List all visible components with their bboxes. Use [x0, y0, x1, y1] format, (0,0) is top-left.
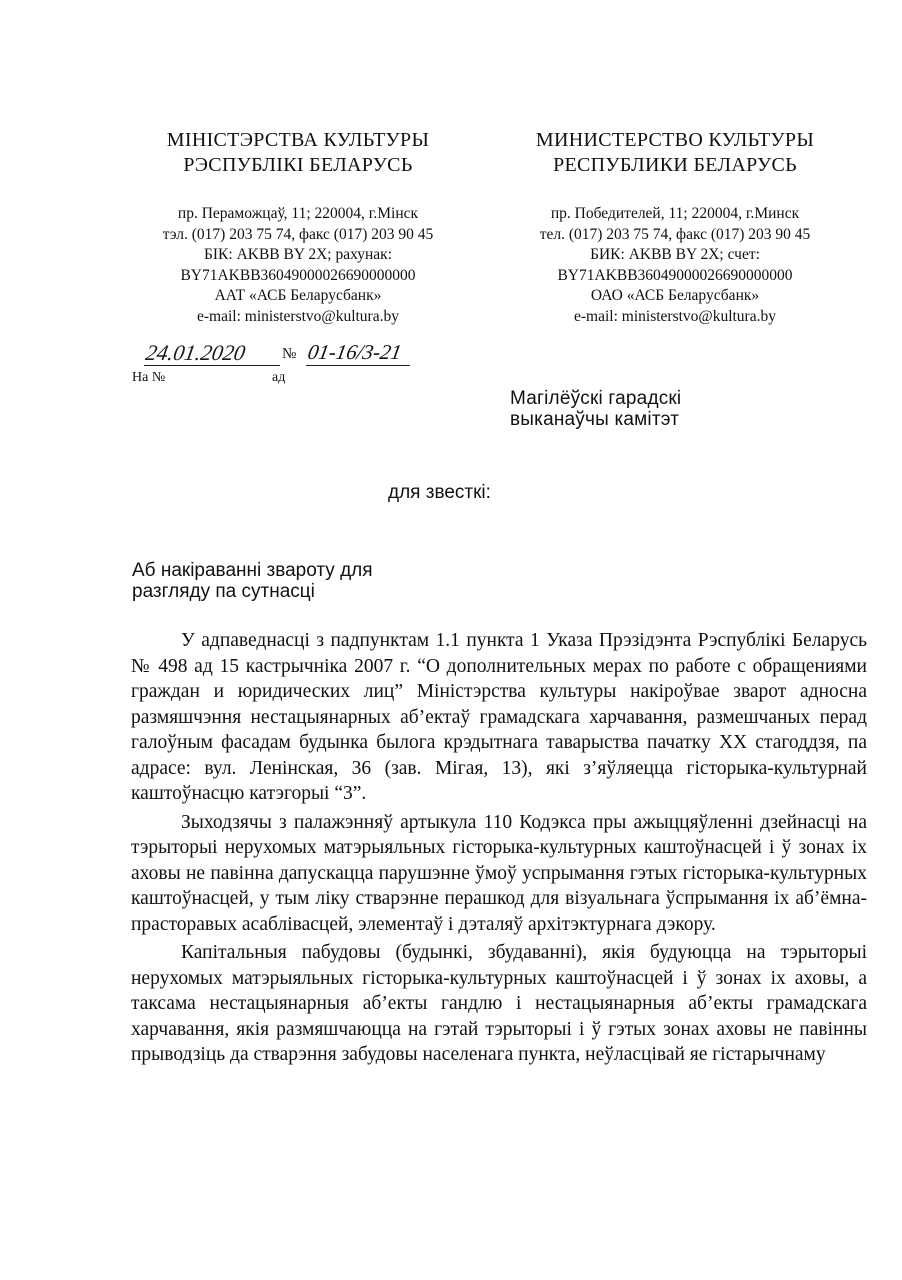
account-ru: BY71AKBB36049000026690000000 — [557, 266, 793, 284]
handwritten-reg-number: 01-16/3-21 — [305, 340, 404, 364]
letterhead-belarusian — [118, 128, 478, 327]
handwritten-date: 24.01.2020 — [143, 340, 248, 365]
bik-ru: БИК: AKBB BY 2X; счет: — [590, 246, 760, 263]
letterhead-russian — [500, 128, 850, 327]
bank-be: ААТ «АСБ Беларусбанк» — [214, 287, 382, 304]
email-ru: e-mail: ministerstvo@kultura.by — [574, 307, 776, 325]
ministry-details-ru — [500, 204, 850, 327]
for-info-label: для звесткі: — [388, 482, 491, 503]
address-be: пр. Пераможцаў, 11; 220004, г.Мінск — [177, 205, 419, 222]
bank-ru: ОАО «АСБ Беларусбанк» — [590, 287, 760, 304]
registration-line — [132, 340, 412, 385]
ministry-details-be — [118, 204, 478, 327]
letter-body — [131, 628, 867, 1071]
ministry-title-be: МІНІСТЭРСТВА КУЛЬТУРЫ РЭСПУБЛІКІ БЕЛАРУСЬ — [166, 129, 430, 176]
number-label: № — [282, 346, 297, 362]
body-paragraph: Капітальныя пабудовы (будынкі, збудаванні), якія будуюцца на тэрыторыі нерухомых матэрыяльных гісторыка-культурных каштоўнасцей і ў зонах іх аховы, а таксама нестацыянарныя аб’екты гандлю і нестацыянарныя аб’екты грамадскага харчавання, якія размяшчаюцца на гэтай тэрыторыі і ў гэтых зонах аховы не павінны прыводзіць да стварэння забудовы населенага пункта, неўласцівай яе гістарычнаму — [131, 942, 867, 1065]
ministry-title-ru: МИНИСТЕРСТВО КУЛЬТУРЫ РЕСПУБЛИКИ БЕЛАРУСЬ — [535, 129, 815, 176]
phone-ru: тел. (017) 203 75 74, факс (017) 203 90 45 — [539, 225, 811, 243]
body-paragraph: Зыходзячы з палажэнняў артыкула 110 Кодэкса пры ажыццяўленні дзейнасці на тэрыторыі нерухомых матэрыяльных гісторыка-культурных каштоўнасцей і ў зонах іх аховы не павінна дапускацца парушэнне ўмоў успрымання гэтых гісторыка-культурных каштоўнасцей, у тым ліку стварэнне перашкод для візуальнага ўспрымання іх аб’ёмна-прасторавых асаблівасцей, элементаў і дэталяў архітэктурнага дэкору. — [131, 811, 867, 935]
reply-to-label: На № — [132, 370, 166, 385]
bik-be: БІК: AKBB BY 2X; рахунак: — [203, 246, 393, 263]
number-underline — [306, 365, 410, 366]
letter-subject: Аб накіраванні звароту для разгляду па сутнасці — [132, 560, 373, 602]
date-underline — [144, 365, 280, 366]
body-paragraph: У адпаведнасці з падпунктам 1.1 пункта 1 Указа Прэзідэнта Рэспублікі Беларусь № 498 ад 15 кастрычніка 2007 г. “О дополнительных мерах по работе с обращениями граждан и юридических лиц” Міністэрства культуры накіроўвае зварот адносна размяшчэння нестацыянарных аб’ектаў грамадскага харчавання, размешчаных перад галоўным фасадам будынка былога крэдытнага таварыства пачатку XX стагоддзя, па адрасе: вул. Ленінская, 36 (зав. Мігая, 13), які з’яўляецца гісторыка-культурнай каштоўнасцю катэгорыі “3”. — [131, 630, 867, 804]
from-label: ад — [272, 370, 286, 385]
phone-be: тэл. (017) 203 75 74, факс (017) 203 90 45 — [162, 225, 434, 243]
account-be: BY71AKBB36049000026690000000 — [180, 266, 416, 284]
address-ru: пр. Победителей, 11; 220004, г.Минск — [550, 205, 800, 222]
email-be: e-mail: ministerstvo@kultura.by — [197, 307, 399, 325]
addressee: Магілёўскі гарадскі выканаўчы камітэт — [510, 388, 682, 430]
